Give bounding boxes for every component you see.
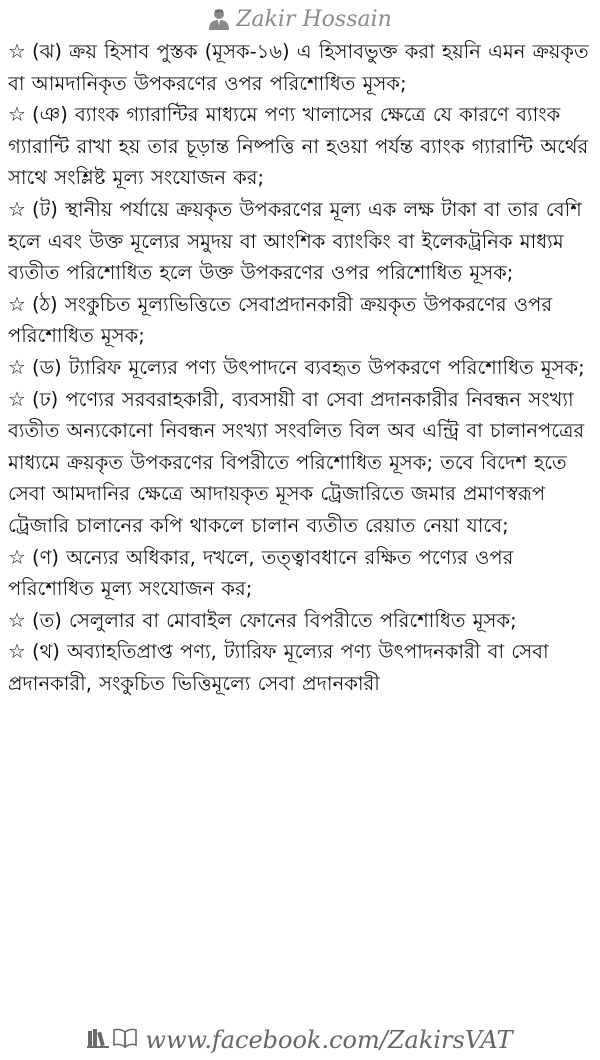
item-text: (ঠ) সংকুচিত মূল্যভিত্তিতে সেবাপ্রদানকারী ক্রয়কৃত উপকরণের ওপর পরিশোধিত মূসক; — [8, 292, 553, 348]
list-item — [8, 542, 594, 605]
list-item — [8, 352, 594, 384]
star-icon: ☆ — [8, 607, 26, 632]
item-text: (ঞ) ব্যাংক গ্যারান্টির মাধ্যমে পণ্য খালাসের ক্ষেত্রে যে কারণে ব্যাংক গ্যারান্টি রাখা হয় তার চূড়ান্ত নিষ্পত্তি না হওয়া পর্যন্ত ব্যাংক গ্যারান্টি অর্থের সাথে সংশ্লিষ্ট মূল্য সংযোজন কর; — [8, 103, 589, 190]
list-item — [8, 636, 594, 699]
item-text: (ড) ট্যারিফ মূল্যের পণ্য উৎপাদনে ব্যবহৃত উপকরণে পরিশোধিত মূসক; — [32, 355, 585, 379]
item-text: (ট) স্থানীয় পর্যায়ে ক্রয়কৃত উপকরণের মূল্য এক লক্ষ টাকা বা তার বেশি হলে এবং উক্ত মূল্যের সমুদয় বা আংশিক ব্যাংকিং বা ইলেকট্রনিক মাধ্যম ব্যতীত পরিশোধিত হলে উক্ত উপকরণের ওপর পরিশোধিত মূসক; — [8, 197, 582, 285]
star-icon: ☆ — [8, 639, 26, 664]
item-text: (থ) অব্যাহতিপ্রাপ্ত পণ্য, ট্যারিফ মূল্যের পণ্য উৎপাদনকারী বা সেবা প্রদানকারী, সংকুচিত ভিত্তিমূল্যে সেবা প্রদানকারী — [8, 640, 549, 695]
list-item — [8, 99, 594, 194]
item-text: (ত) সেলুলার বা মোবাইল ফোনের বিপরীতে পরিশোধিত মূসক; — [32, 608, 517, 632]
footer-icons — [87, 1028, 137, 1052]
star-icon: ☆ — [8, 39, 26, 63]
list-item — [8, 194, 594, 289]
facebook-url: www.facebook.com/ZakirsVAT — [145, 1026, 513, 1054]
star-icon: ☆ — [8, 544, 26, 569]
item-text: (ঝ) ক্রয় হিসাব পুস্তক (মূসক-১৬) এ হিসাবভুক্ত করা হয়নি এমন ক্রয়কৃত বা আমদানিকৃত উপকরণের ওপর পরিশোধিত মূসক; — [8, 40, 589, 95]
list-item — [8, 605, 594, 637]
list-item — [8, 384, 594, 542]
item-text: (ঢ) পণ্যের সরবরাহকারী, ব্যবসায়ী বা সেবা প্রদানকারীর নিবন্ধন সংখ্যা ব্যতীত অন্যকোনো নিবন্ধন সংখ্যা সংবলিত বিল অব এন্ট্রি বা চালানপত্রের মাধ্যমে ক্রয়কৃত উপকরণের বিপরীতে পরিশোধিত মূসক; তবে বিদেশ হতে সেবা আমদানির ক্ষেত্রে আদায়কৃত মূসক ট্রেজারিতে জমার প্রমাণস্বরূপ ট্রেজারি চালানের কপি থাকলে চালান ব্যতীত রেয়াত নেয়া যাবে; — [8, 387, 585, 537]
document-body — [8, 36, 594, 984]
list-item — [8, 289, 594, 352]
list-item — [8, 36, 594, 99]
star-icon: ☆ — [8, 102, 26, 127]
item-text: (ণ) অন্যের অধিকার, দখলে, তত্ত্বাবধানে রক্ষিত পণ্যের ওপর পরিশোধিত মূল্য সংযোজন কর; — [8, 545, 514, 601]
author-name: Zakir Hossain — [236, 6, 392, 32]
star-icon: ☆ — [8, 354, 26, 379]
star-icon: ☆ — [8, 291, 26, 316]
page-footer — [0, 1024, 600, 1056]
star-icon: ☆ — [8, 196, 26, 221]
open-book-icon — [113, 1028, 137, 1052]
books-icon — [87, 1028, 109, 1052]
person-icon — [208, 7, 230, 31]
star-icon: ☆ — [8, 386, 26, 411]
page-header — [0, 4, 600, 34]
